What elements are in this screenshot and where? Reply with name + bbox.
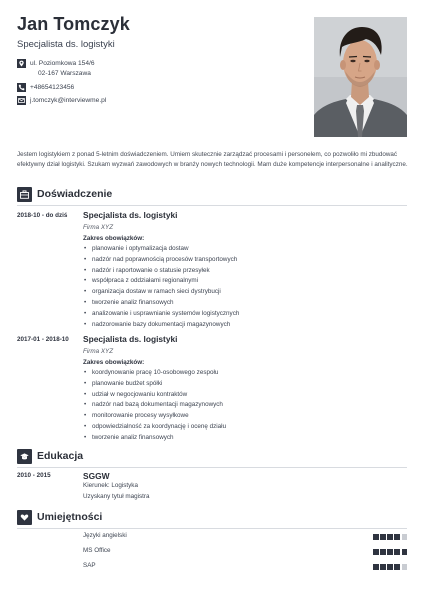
job-date: 2017-01 - 2018-10 (17, 336, 69, 343)
list-item: • nadzór nad bazą dokumentacji magazynowych (83, 400, 403, 411)
field-of-study: Kierunek: Logistyka (83, 482, 138, 489)
section-divider (17, 528, 407, 529)
skill-level-square (373, 534, 379, 540)
profile-photo (314, 17, 407, 137)
section-skills (17, 510, 407, 528)
candidate-role: Specjalista ds. logistyki (17, 39, 115, 50)
list-item: • tworzenie analiz finansowych (83, 433, 403, 444)
phone-icon (17, 83, 26, 92)
job-company: Firma XYZ (83, 224, 114, 231)
skill-level-square (394, 564, 400, 570)
list-item: • monitorowanie procesy wysyłkowe (83, 411, 403, 422)
skill-level-square (387, 564, 393, 570)
contact-phone (17, 83, 287, 93)
skill-level-square (380, 534, 386, 540)
skill-level-square (380, 549, 386, 555)
skill-level (372, 549, 407, 555)
list-item: • nadzór i raportowanie o statusie przesyłek (83, 266, 403, 277)
job-date: 2018-10 - do dziś (17, 212, 68, 219)
section-experience (17, 187, 407, 205)
skill-level-square (373, 549, 379, 555)
list-item: • udział w negocjowaniu kontraktów (83, 390, 403, 401)
briefcase-icon (17, 187, 32, 202)
graduation-cap-icon (17, 449, 32, 464)
job-title: Specjalista ds. logistyki (83, 210, 178, 220)
list-item: • analizowanie i usprawnianie systemów logistycznych (83, 309, 403, 320)
heart-hand-icon (17, 510, 32, 525)
skill-level-square (380, 564, 386, 570)
address-line-2: 02-167 Warszawa (38, 70, 91, 77)
skill-level-square (402, 534, 408, 540)
skill-label: SAP (83, 562, 96, 569)
list-item: • organizacja dostaw w ramach sieci dystrybucji (83, 287, 403, 298)
job-company: Firma XYZ (83, 348, 114, 355)
list-item: • koordynowanie pracę 10-osobowego zespołu (83, 368, 403, 379)
duties-header: Zakres obowiązków: (83, 235, 145, 242)
contact-email (17, 96, 287, 106)
skill-level-square (373, 564, 379, 570)
school-name: SGGW (83, 471, 110, 481)
list-item: • odpowiedzialność za koordynację i ocenę działu (83, 422, 403, 433)
contact-list (17, 59, 287, 110)
candidate-name: Jan Tomczyk (17, 14, 130, 34)
email-address[interactable]: j.tomczyk@interviewme.pl (30, 97, 107, 104)
envelope-icon (17, 96, 26, 105)
skill-level-square (394, 534, 400, 540)
skill-level-square (402, 549, 408, 555)
address-line-1: ul. Poziomkowa 154/6 (30, 60, 95, 67)
skill-row (83, 547, 407, 557)
skill-label: MS Office (83, 547, 111, 554)
skill-level-square (387, 549, 393, 555)
profile-summary: Jestem logistykiem z ponad 5-letnim doświadczeniem. Umiem skutecznie zarządzać procesami i personelem, co pozwoliło mi zbudować efektywny dział logistyki. Szukam wyzwań zawodowych w branży nowych technologii. Mam duże kompetencje interpersonalne i analityczne. (17, 151, 408, 168)
section-title-education: Edukacja (37, 450, 84, 462)
duties-list (83, 244, 403, 330)
list-item: • nadzór nad poprawnością procesów transportowych (83, 255, 403, 266)
skill-label: Języki angielski (83, 532, 127, 539)
list-item: • współpraca z oddziałami regionalnymi (83, 276, 403, 287)
duties-list (83, 368, 403, 444)
section-title-skills: Umiejętności (37, 511, 103, 523)
contact-address (17, 59, 287, 79)
skill-level (372, 534, 407, 540)
duties-header: Zakres obowiązków: (83, 359, 145, 366)
skill-level-square (402, 564, 408, 570)
section-divider (17, 205, 407, 206)
section-education (17, 449, 407, 467)
location-pin-icon (17, 59, 26, 68)
list-item: • planowanie i optymalizacja dostaw (83, 244, 403, 255)
skill-level (372, 564, 407, 570)
section-divider (17, 467, 407, 468)
education-date: 2010 - 2015 (17, 472, 51, 479)
phone-number[interactable]: +48654123456 (30, 83, 75, 91)
degree: Uzyskany tytuł magistra (83, 492, 150, 500)
job-title: Specjalista ds. logistyki (83, 334, 178, 344)
skill-level-square (394, 549, 400, 555)
skill-row (83, 562, 407, 572)
list-item: • planowanie budżet spółki (83, 379, 403, 390)
skill-row (83, 532, 407, 542)
list-item: • tworzenie analiz finansowych (83, 298, 403, 309)
section-title-experience: Doświadczenie (37, 188, 113, 200)
skill-level-square (387, 534, 393, 540)
list-item: • nadzorowanie bazy dokumentacji magazynowych (83, 320, 403, 331)
